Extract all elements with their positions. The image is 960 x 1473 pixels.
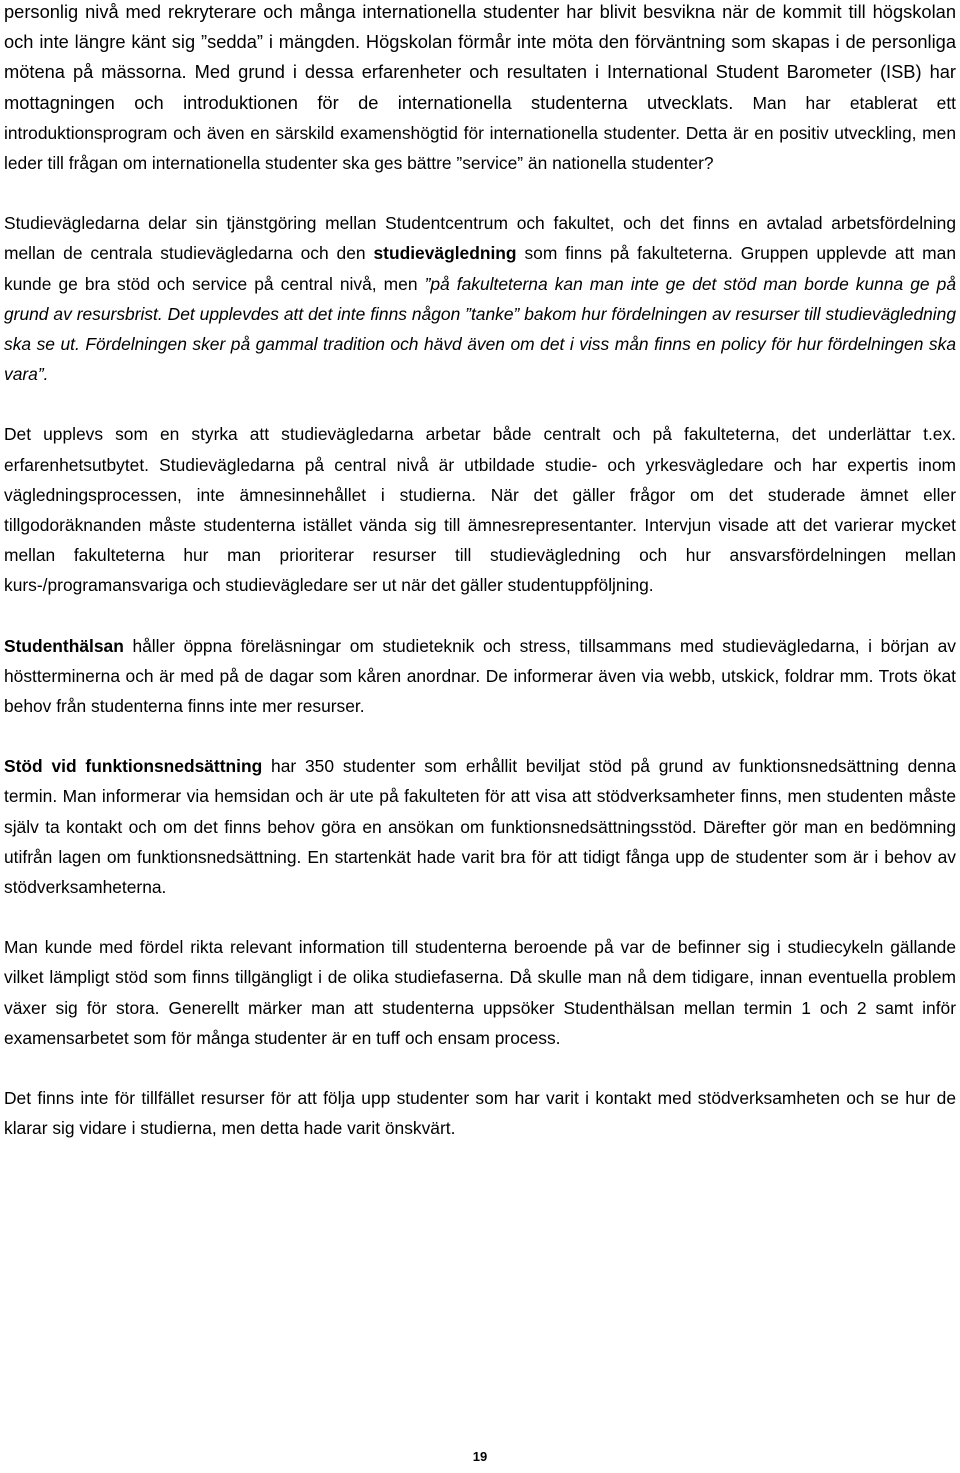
- bold-term-studievagledning: studievägledning: [373, 243, 517, 264]
- text-run: som finns på fakulteterna. Gruppen upplevde att man kunde ge bra stöd och service på central nivå, men: [4, 243, 956, 294]
- bold-term-studenthalsan: Studenthälsan: [4, 635, 124, 656]
- text-run: Det upplevs som en styrka att studievägledarna arbetar både centralt och på fakulteterna, det underlättar t.ex. erfarenhetsutbytet. Studievägledarna på central nivå är utbildade studie- och yrkesvägledare och har expertis inom vägledningsprocessen, inte ämnesinnehållet i studierna. När det gäller frågor om det studerade ämnet eller tillgodoräknanden måste studenterna istället vända sig till ämnesrepresentanter. Intervjun visade att det varierar mycket mellan fakulteterna hur man prioriterar resurser till studievägledning och hur ansvarsfördelningen mellan kurs-/programansvariga och studievägledare ser ut när det gäller studentuppföljning.: [4, 424, 956, 596]
- paragraph-studenthalsan: [4, 631, 956, 722]
- text-run: Man kunde med fördel rikta relevant information till studenterna beroende på var de befinner sig i studiecykeln gällande vilket lämpligt stöd som finns tillgängligt i de olika studiefaserna. Då skulle man nå dem tidigare, innan eventuella problem växer sig för stora. Generellt märker man att studenterna uppsöker Studenthälsan mellan termin 1 och 2 samt inför examensarbetet som för många studenter är en tuff och ensam process.: [4, 937, 956, 1048]
- paragraph-funktionsnedsattning: [4, 751, 956, 902]
- text-run: har 350 studenter som erhållit beviljat stöd på grund av funktionsnedsättning denna termin. Man informerar via hemsidan och är ute på fakulteten för att visa att stödverksamheter finns, men studenten måste själv ta kontakt och om det finns behov göra en ansökan om funktionsnedsättningsstöd. Därefter gör man en bedömning utifrån lagen om funktionsnedsättning. En startenkät hade varit bra för att tidigt fånga upp de studenter som är i behov av stödverksamheterna.: [4, 756, 956, 898]
- paragraph-studiecykeln: [4, 932, 956, 1053]
- text-run: Man har etablerat ett introduktionsprogram och även en särskild examenshögtid för internationella studenter. Detta är en positiv utveckling, men leder till frågan om internationella studenter ska ges bättre ”service” än nationella studenter?: [4, 92, 956, 174]
- paragraph-studievagledning: [4, 208, 956, 389]
- paragraph-central-and-faculty: [4, 419, 956, 600]
- bold-term-stod-funktionsnedsattning: Stöd vid funktionsnedsättning: [4, 756, 263, 777]
- page-number: 19: [472, 1449, 488, 1464]
- document-page: [4, 0, 956, 1144]
- paragraph-uppfoljning: [4, 1083, 956, 1143]
- italic-quote: ”på fakulteterna kan man inte ge det stöd man borde kunna ge på grund av resursbrist. Det upplevdes att det inte finns någon ”tanke” bakom hur fördelningen av resurser till studievägledning ska se ut. Fördelningen sker på gammal tradition och hävd även om det i viss mån finns en policy för hur fördelningen ska vara”.: [4, 273, 956, 385]
- paragraph-international-students: [4, 0, 956, 178]
- text-run: Studievägledarna delar sin tjänstgöring mellan Studentcentrum och fakultet, och det finns en avtalad arbetsfördelning mellan de centrala studievägledarna och den: [4, 213, 956, 264]
- text-run: Med grund i dessa erfarenheter och resultaten i International Student Barometer (ISB) har mottagningen och introduktionen för de internationella studenterna utvecklats.: [4, 61, 956, 113]
- text-run: personlig nivå med rekryterare och många internationella studenter har blivit besvikna när de kommit till högskolan och inte längre känt sig ”sedda” i mängden. Högskolan förmår inte möta den förväntning som skapas i de personliga mötena på mässorna.: [4, 1, 956, 83]
- text-run: håller öppna föreläsningar om studieteknik och stress, tillsammans med studievägledarna, i början av höstterminerna och är med på de dagar som kåren anordnar. De informerar även via webb, utskick, foldrar mm. Trots ökat behov från studenterna finns inte mer resurser.: [4, 635, 956, 717]
- text-run: Det finns inte för tillfället resurser för att följa upp studenter som har varit i kontakt med stödverksamheten och se hur de klarar sig vidare i studierna, men detta hade varit önskvärt.: [4, 1088, 956, 1139]
